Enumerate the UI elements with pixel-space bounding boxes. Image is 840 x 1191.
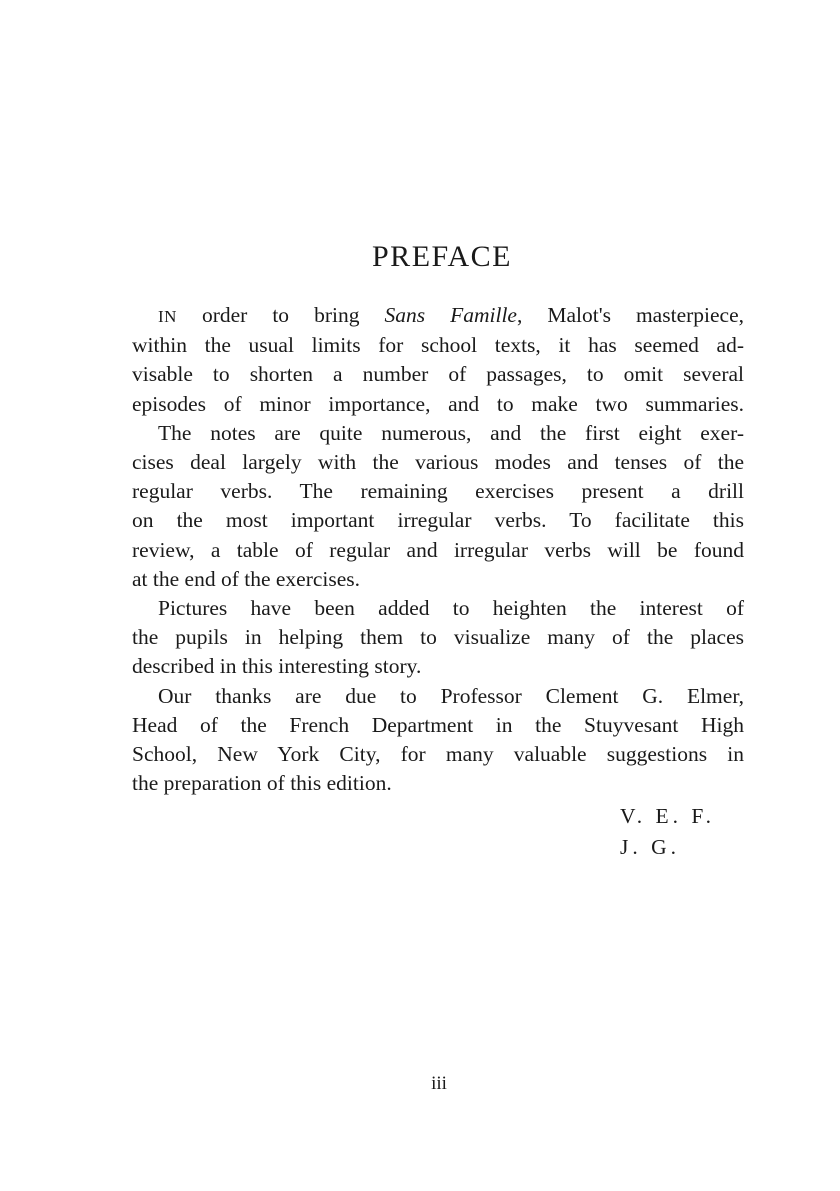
text-line: on the most important irregular verbs. To facilitate this (132, 508, 744, 533)
paragraph-2 (132, 419, 744, 594)
signature-block (620, 801, 715, 863)
book-title-italic: Sans Famille (384, 303, 517, 327)
signature-initials: V. E. F. (620, 804, 715, 828)
text-line: within the usual limits for school texts, it has seemed ad- (132, 333, 744, 358)
text-line: School, New York City, for many valuable suggestions in (132, 742, 744, 767)
text-line: episodes of minor importance, and to make two summaries. (132, 391, 744, 416)
text-line: visable to shorten a number of passages, to omit several (132, 362, 744, 387)
preface-body (132, 301, 744, 798)
page-title: PREFACE (372, 240, 512, 273)
smallcaps-word: IN (158, 307, 177, 326)
paragraph-4 (132, 682, 744, 799)
paragraph-3 (132, 594, 744, 682)
text-line: The notes are quite numerous, and the first eight exer- (158, 420, 744, 445)
text-line: Our thanks are due to Professor Clement G. Elmer, (158, 683, 744, 708)
inline-text: , Malot's masterpiece, (516, 303, 744, 327)
paragraph-1 (132, 301, 744, 419)
text-line: at the end of the exercises. (132, 566, 361, 591)
inline-text: order to bring (176, 303, 385, 327)
text-line: the preparation of this edition. (132, 771, 392, 796)
text-line: Head of the French Department in the Stuyvesant High (132, 712, 744, 737)
text-line: cises deal largely with the various modes and tenses of the (132, 450, 744, 475)
text-line (132, 301, 744, 331)
text-line: described in this interesting story. (132, 654, 422, 679)
text-line: regular verbs. The remaining exercises present a drill (132, 479, 744, 504)
page-number: iii (431, 1073, 447, 1094)
signature-initials: J. G. (620, 835, 681, 859)
text-line: the pupils in helping them to visualize many of the places (132, 625, 744, 650)
text-line: Pictures have been added to heighten the interest of (158, 596, 744, 621)
text-line: review, a table of regular and irregular verbs will be found (132, 537, 744, 562)
